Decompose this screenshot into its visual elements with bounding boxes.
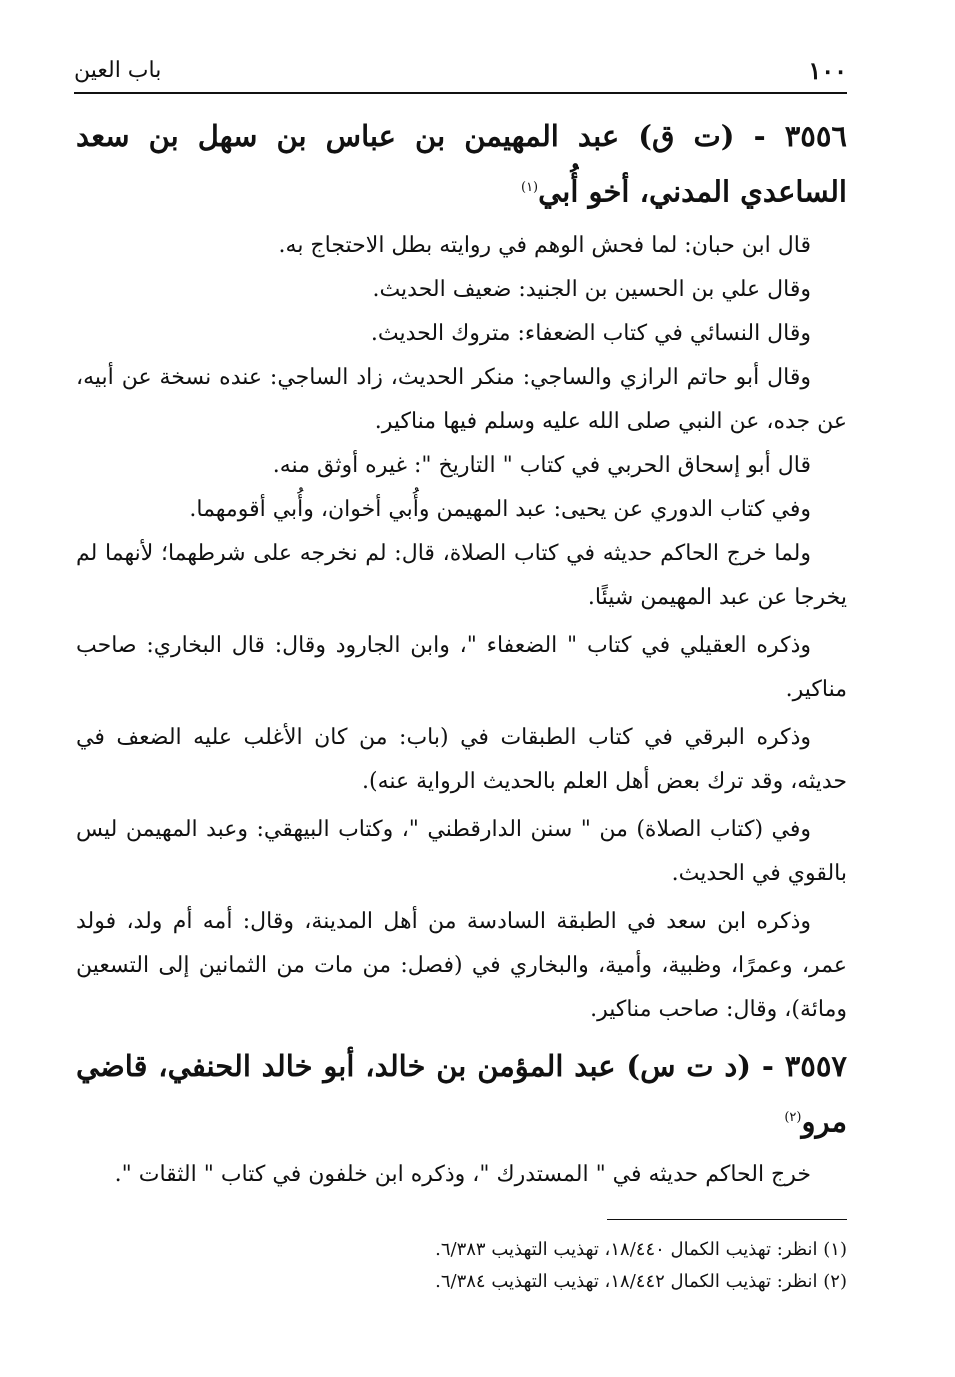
paragraph: وقال علي بن الحسين بن الجنيد: ضعيف الحديث. <box>372 276 811 302</box>
paragraph: وذكره البرقي في كتاب الطبقات في (باب: من كان الأغلب عليه الضعف في حديثه، وقد ترك بعض أهل العلم بالحديث الرواية عنه). <box>76 724 847 794</box>
paragraph: وقال النسائي في كتاب الضعفاء: متروك الحديث. <box>370 320 811 346</box>
footnote-marker[interactable]: (١) <box>520 180 539 195</box>
page-body <box>76 110 847 1197</box>
paragraph: خرج الحاكم حديثه في " المستدرك "، وذكره ابن خلفون في كتاب " الثقات ". <box>114 1162 811 1188</box>
entry-heading-text: ٣٥٥٦ - (ت ق) عبد المهيمن بن عباس بن سهل بن سعد الساعدي المدني، أخو أُبي <box>76 119 847 209</box>
footnote-item: (١) انظر: تهذيب الكمال ١٨/٤٤٠، تهذيب التهذيب ٦/٣٨٣. <box>435 1239 847 1260</box>
chapter-title: باب العين <box>74 58 162 83</box>
entry-heading <box>76 1040 847 1148</box>
paragraph: وقال أبو حاتم الرازي والساجي: منكر الحديث، زاد الساجي: عنده نسخة عن أبيه، عن جده، عن النبي صلى الله عليه وسلم فيها مناكير. <box>76 364 847 434</box>
page-number: ١٠٠ <box>808 56 847 85</box>
footnotes <box>76 1234 847 1298</box>
paragraph: قال ابن حبان: لما فحش الوهم في روايته بطل الاحتجاج به. <box>278 232 811 258</box>
footnote-divider <box>607 1219 847 1220</box>
paragraph: وذكره ابن سعد في الطبقة السادسة من أهل المدينة، وقال: أمه أم ولد، فولد عمر، وعمرًا، وظبية، وأمية، والبخاري في (فصل: من مات من الثمانين إلى التسعين ومائة)، وقال: صاحب مناكير. <box>76 908 847 1022</box>
paragraph: وفي (كتاب الصلاة) من " سنن الدارقطني "، وكتاب البيهقي: وعبد المهيمن ليس بالقوي في الحديث. <box>76 816 847 886</box>
paragraph: وذكره العقيلي في كتاب " الضعفاء "، وابن الجارود وقال: قال البخاري: صاحب مناكير. <box>76 632 847 702</box>
paragraph: ولما خرج الحاكم حديثه في كتاب الصلاة، قال: لم نخرجه على شرطهما؛ لأنهما لم يخرجا عن عبد المهيمن شيئًا. <box>76 540 847 610</box>
footnote-item: (٢) انظر: تهذيب الكمال ١٨/٤٤٢، تهذيب التهذيب ٦/٣٨٤. <box>435 1271 847 1292</box>
page-header <box>74 52 847 94</box>
entry-3557 <box>76 1040 847 1198</box>
entry-heading <box>76 110 847 218</box>
paragraph: قال أبو إسحاق الحربي في كتاب " التاريخ ": غيره أوثق منه. <box>272 452 811 478</box>
entry-3556 <box>76 110 847 1032</box>
paragraph: وفي كتاب الدوري عن يحيى: عبد المهيمن وأُبي أخوان، وأُبي أقومهما. <box>189 496 811 522</box>
footnote-marker[interactable]: (٢) <box>784 1109 802 1125</box>
entry-heading-text: ٣٥٥٧ - (د ت س) عبد المؤمن بن خالد، أبو خالد الحنفي، قاضي مرو <box>76 1048 847 1139</box>
